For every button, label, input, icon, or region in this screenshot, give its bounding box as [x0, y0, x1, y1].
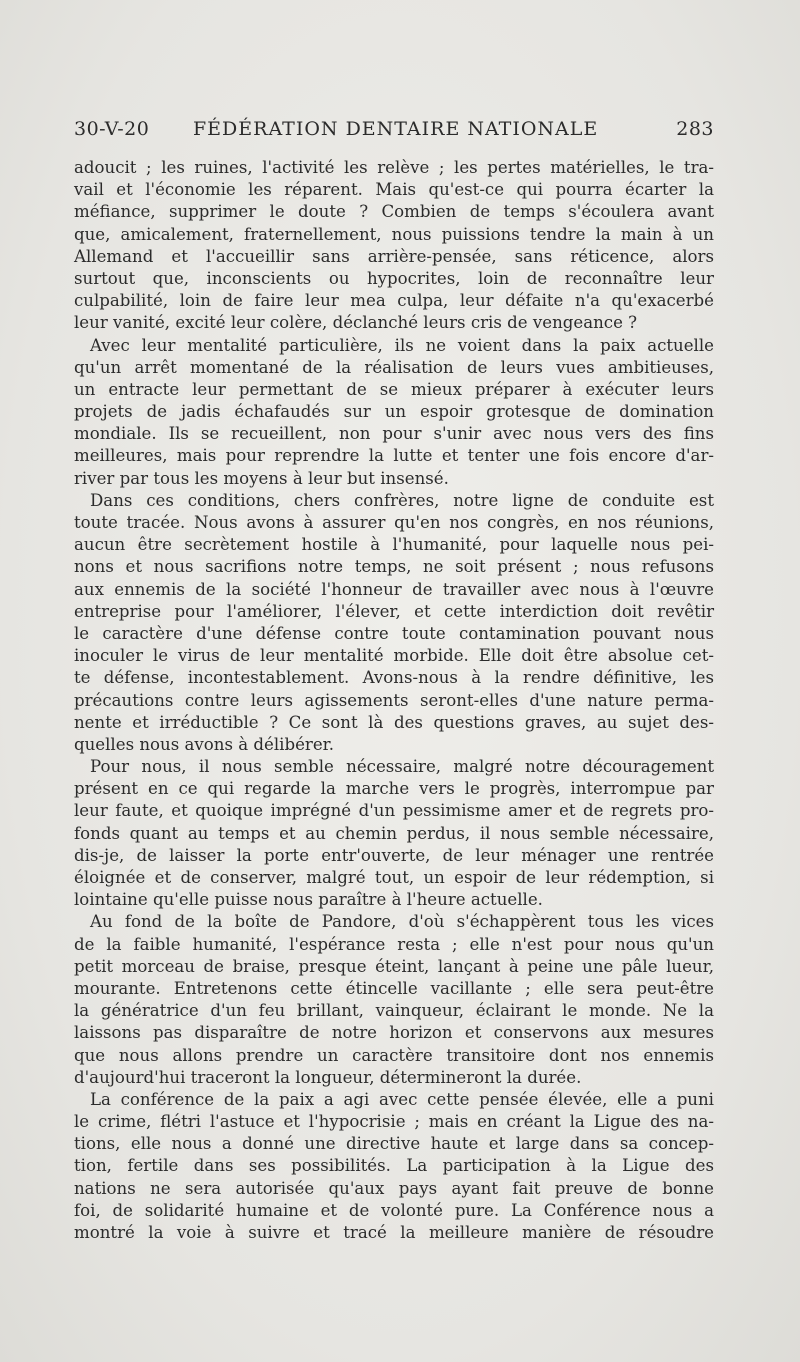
text-line: que, amicalement, fraternellement, nous puissions tendre la main à un [74, 224, 714, 244]
text-line: le crime, flétri l'astuce et l'hypocrisie ; mais en créant la Ligue des na- [74, 1112, 714, 1132]
text-line: toute tracée. Nous avons à assurer qu'en nos congrès, en nos réunions, [74, 513, 714, 532]
text-line: te défense, incontestablement. Avons-nous à la rendre définitive, les [74, 668, 714, 688]
text-line: surtout que, inconscients ou hypocrites, loin de reconnaître leur [74, 268, 714, 288]
text-line: Pour nous, il nous semble nécessaire, malgré notre découragement [90, 757, 714, 777]
text-line: éloignée et de conserver, malgré tout, un espoir de leur rédemption, si [74, 868, 714, 887]
text-line: nons et nous sacrifions notre temps, ne soit présent ; nous refusons [74, 557, 714, 577]
header-title: FÉDÉRATION DENTAIRE NATIONALE [193, 118, 599, 140]
text-line: projets de jadis échafaudés sur un espoir grotesque de domination [74, 402, 714, 422]
text-line: Avec leur mentalité particulière, ils ne voient dans la paix actuelle [90, 335, 714, 355]
text-line: foi, de solidarité humaine et de volonté pure. La Conférence nous a [74, 1200, 714, 1220]
text-line: de la faible humanité, l'espérance resta ; elle n'est pour nous qu'un [74, 934, 714, 954]
text-line: aucun être secrètement hostile à l'humanité, pour laquelle nous pei- [74, 535, 714, 555]
text-line: nente et irréductible ? Ce sont là des questions graves, au sujet des- [74, 712, 714, 732]
text-line: aux ennemis de la société l'honneur de travailler avec nous à l'œuvre [74, 579, 714, 599]
text-line: entreprise pour l'améliorer, l'élever, et cette interdiction doit revêtir [74, 601, 714, 621]
text-line: tions, elle nous a donné une directive haute et large dans sa concep- [74, 1134, 714, 1154]
text-line: river par tous les moyens à leur but insensé. [74, 468, 449, 488]
text-line: leur faute, et quoique imprégné d'un pessimisme amer et de regrets pro- [74, 801, 714, 821]
text-line: quelles nous avons à délibérer. [74, 734, 335, 754]
text-line: laissons pas disparaître de notre horizon et conservons aux mesures [74, 1023, 714, 1043]
text-line: Allemand et l'accueillir sans arrière-pensée, sans réticence, alors [74, 246, 714, 266]
body-text [74, 157, 714, 1244]
text-line: petit morceau de braise, presque éteint, lançant à peine une pâle lueur, [74, 956, 714, 976]
text-line: tion, fertile dans ses possibilités. La participation à la Ligue des [74, 1156, 714, 1176]
text-line: lointaine qu'elle puisse nous paraître à l'heure actuelle. [74, 890, 543, 910]
text-line: meilleures, mais pour reprendre la lutte et tenter une fois encore d'ar- [74, 446, 714, 466]
text-line: la génératrice d'un feu brillant, vainqueur, éclairant le monde. Ne la [74, 1001, 714, 1021]
text-line: Au fond de la boîte de Pandore, d'où s'échappèrent tous les vices [90, 912, 714, 932]
text-line: d'aujourd'hui traceront la longueur, détermineront la durée. [74, 1067, 582, 1087]
running-header [74, 118, 714, 150]
text-line: La conférence de la paix a agi avec cette pensée élevée, elle a puni [90, 1089, 714, 1109]
text-line: culpabilité, loin de faire leur mea culpa, leur défaite n'a qu'exacerbé [74, 291, 714, 311]
text-line: mondiale. Ils se recueillent, non pour s'unir avec nous vers des fins [74, 424, 714, 444]
text-line: dis-je, de laisser la porte entr'ouverte, de leur ménager une rentrée [74, 845, 714, 865]
text-line: le caractère d'une défense contre toute contamination pouvant nous [74, 623, 714, 643]
text-line: méfiance, supprimer le doute ? Combien de temps s'écoulera avant [74, 202, 714, 222]
text-line: fonds quant au temps et au chemin perdus, il nous semble nécessaire, [74, 823, 714, 843]
text-line: un entracte leur permettant de se mieux préparer à exécuter leurs [74, 379, 714, 399]
text-line: inoculer le virus de leur mentalité morbide. Elle doit être absolue cet- [74, 646, 714, 666]
text-line: mourante. Entretenons cette étincelle vacillante ; elle sera peut-être [74, 978, 714, 998]
text-line: leur vanité, excité leur colère, déclanché leurs cris de vengeance ? [74, 313, 638, 333]
text-line: Dans ces conditions, chers confrères, notre ligne de conduite est [90, 490, 714, 510]
text-line: précautions contre leurs agissements seront-elles d'une nature perma- [74, 690, 714, 710]
text-line: montré la voie à suivre et tracé la meilleure manière de résoudre [74, 1223, 714, 1242]
page-number: 283 [676, 118, 714, 140]
text-line: nations ne sera autorisée qu'aux pays ayant fait preuve de bonne [74, 1178, 714, 1198]
header-date: 30-V-20 [74, 118, 150, 140]
text-line: qu'un arrêt momentané de la réalisation de leurs vues ambitieuses, [74, 357, 714, 377]
text-line: présent en ce qui regarde la marche vers le progrès, interrompue par [74, 779, 714, 799]
text-line: que nous allons prendre un caractère transitoire dont nos ennemis [74, 1045, 714, 1065]
text-line: adoucit ; les ruines, l'activité les relève ; les pertes matérielles, le tra- [74, 158, 714, 177]
text-line: vail et l'économie les réparent. Mais qu'est-ce qui pourra écarter la [74, 180, 714, 200]
